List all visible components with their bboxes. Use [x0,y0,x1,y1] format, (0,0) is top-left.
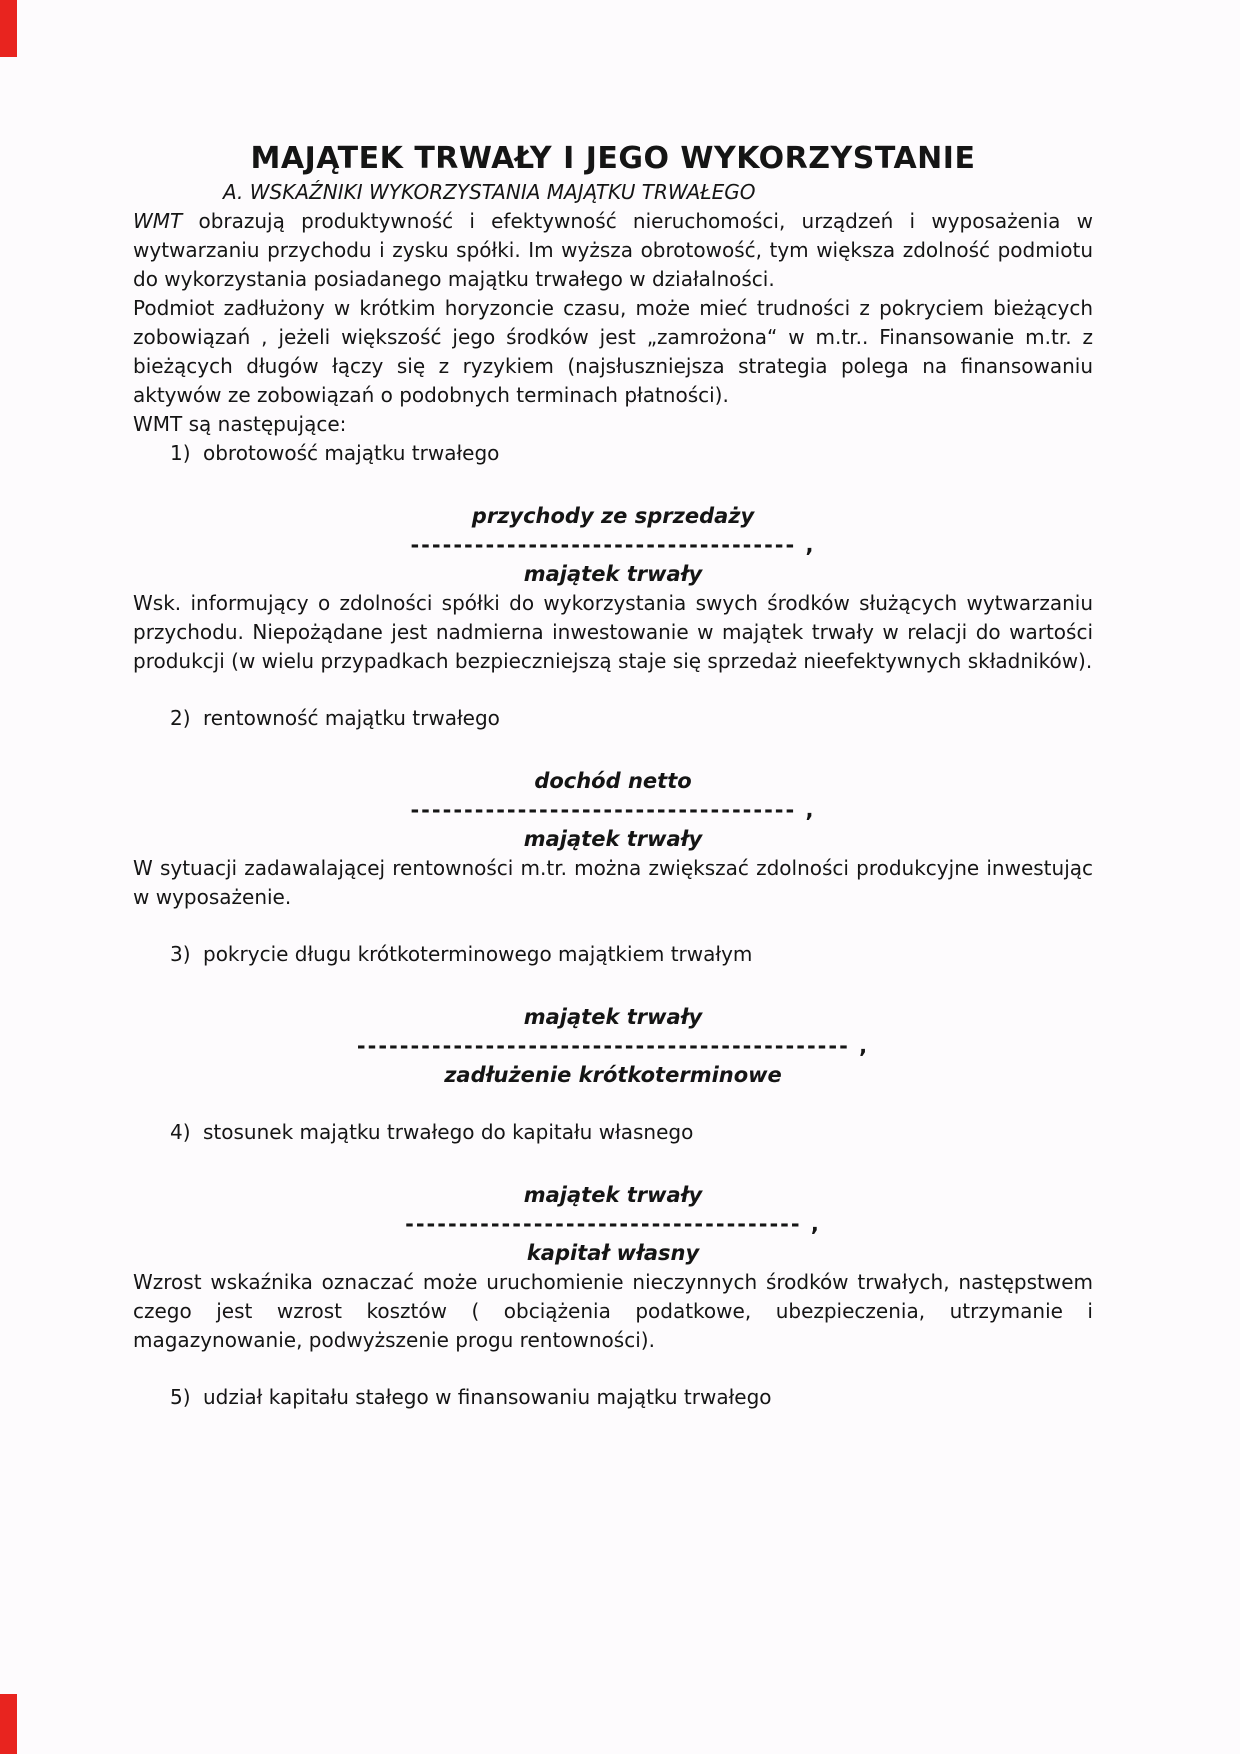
list-item-3 [133,940,1093,969]
list-item-4-number: 4) [170,1120,191,1144]
list-item-2 [133,704,1093,733]
list-item-1-label: obrotowość majątku trwałego [203,441,500,465]
comment-2: W sytuacji zadawalającej rentowności m.tr. można zwiększać zdolności produkcyjne inwestując w wyposażenie. [133,856,1093,909]
section-heading: A. WSKAŹNIKI WYKORZYSTANIA MAJĄTKU TRWAŁEGO [223,180,756,204]
formula-2-numerator: dochód netto [534,769,692,793]
list-item-1-number: 1) [170,441,191,465]
formula-4-fraction-line: ------------------------------------- , [405,1212,821,1236]
list-item-3-label: pokrycie długu krótkoterminowego majątkiem trwałym [203,942,753,966]
comment-1: Wsk. informujący o zdolności spółki do wykorzystania swych środków służących wytwarzaniu przychodu. Niepożądane jest nadmierna inwestowanie w majątek trwały w relacji do wartości produkcji (w wielu przypadkach bezpieczniejszą staje się sprzedaż nieefektywnych składników). [133,591,1093,673]
list-item-2-label: rentowność majątku trwałego [203,706,500,730]
wmt-abbreviation: WMT [133,209,183,233]
formula-3-numerator: majątek trwały [523,1005,703,1029]
intro-paragraph-1-text: obrazują produktywność i efektywność nieruchomości, urządzeń i wyposażenia w wytwarzaniu przychodu i zysku spółki. Im wyższa obrotowość, tym większa zdolność podmiotu do wykorzystania posiadanego majątku trwałego w działalności. [133,209,1093,291]
intro-paragraph-2: Podmiot zadłużony w krótkim horyzoncie czasu, może mieć trudności z pokryciem bieżących zobowiązań , jeżeli większość jego środków jest „zamrożona“ w m.tr.. Finansowanie m.tr. z bieżących długów łączy się z ryzykiem (najsłuszniejsza strategia polega na finansowaniu aktywów ze zobowiązań o podobnych terminach płatności). [133,296,1093,407]
list-item-1 [133,439,1093,468]
formula-4-denominator: kapitał własny [526,1241,700,1265]
formula-1 [133,502,1093,589]
scan-artifact-top [0,0,17,57]
list-item-4-label: stosunek majątku trwałego do kapitału własnego [203,1120,694,1144]
scan-artifact-bottom [0,1694,17,1754]
comment-4: Wzrost wskaźnika oznaczać może uruchomienie nieczynnych środków trwałych, następstwem czego jest wzrost kosztów ( obciążenia podatkowe, ubezpieczenia, utrzymanie i magazynowanie, podwyższenie progu rentowności). [133,1270,1093,1352]
formula-4-numerator: majątek trwały [523,1183,703,1207]
formula-2 [133,767,1093,854]
list-item-5 [133,1383,1093,1412]
formula-1-numerator: przychody ze sprzedaży [471,504,755,528]
formula-4 [133,1181,1093,1268]
list-item-2-number: 2) [170,706,191,730]
intro-paragraph-1 [133,207,1093,294]
list-item-5-number: 5) [170,1385,191,1409]
formula-2-fraction-line: ------------------------------------ , [410,798,816,822]
list-item-4 [133,1118,1093,1147]
intro-paragraph-3: WMT są następujące: [133,412,347,436]
formula-3 [133,1003,1093,1090]
formula-1-denominator: majątek trwały [523,562,703,586]
list-item-5-label: udział kapitału stałego w finansowaniu majątku trwałego [203,1385,772,1409]
list-item-3-number: 3) [170,942,191,966]
page-title: MAJĄTEK TRWAŁY I JEGO WYKORZYSTANIE [250,141,976,176]
formula-2-denominator: majątek trwały [523,827,703,851]
formula-3-fraction-line: ---------------------------------------------- , [356,1034,870,1058]
formula-3-denominator: zadłużenie krótkoterminowe [444,1063,782,1087]
formula-1-fraction-line: ------------------------------------ , [410,533,816,557]
